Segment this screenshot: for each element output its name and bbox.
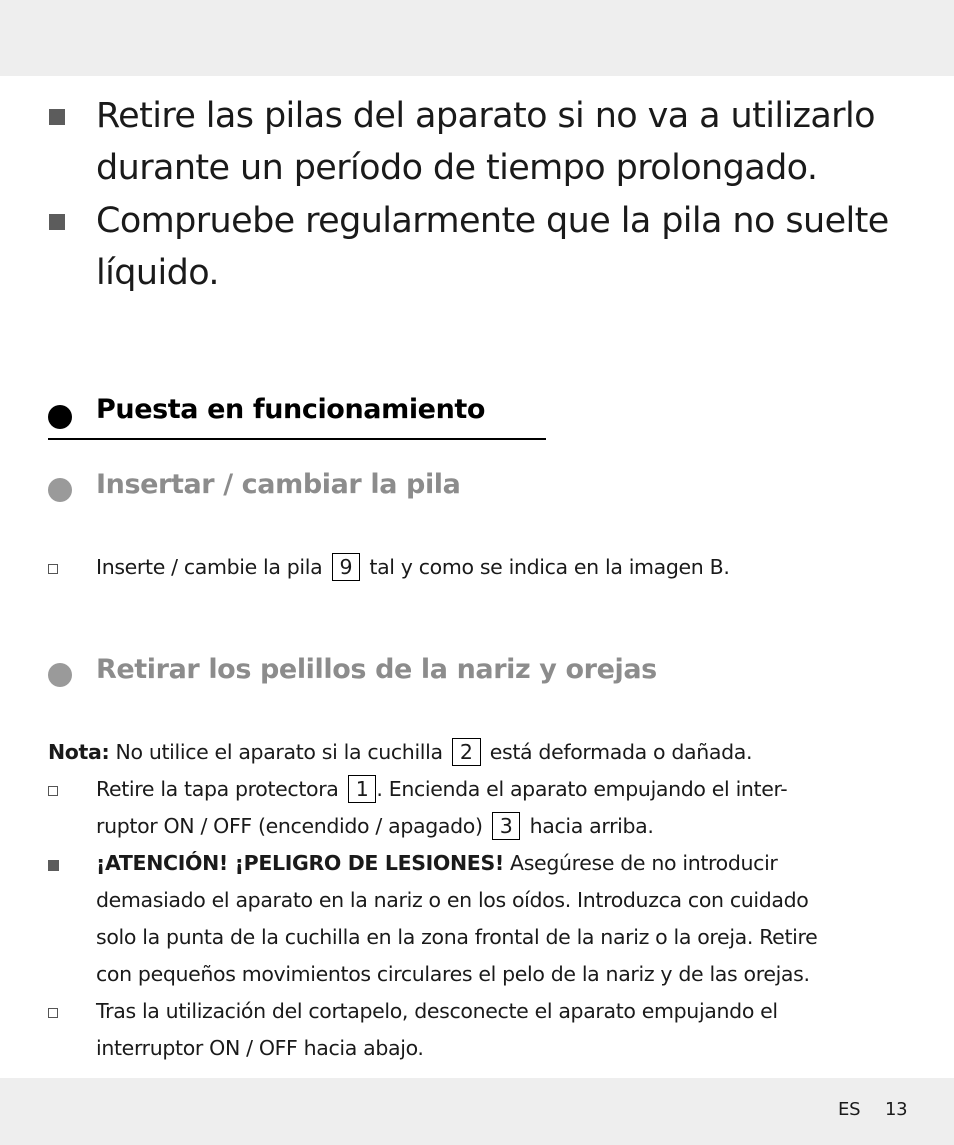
step-text: ruptor ON / OFF (encendido / apagado) <box>96 814 483 838</box>
step-checkbox-icon <box>48 786 58 796</box>
step-switch-on <box>96 808 654 845</box>
subsection-dot-icon <box>48 478 72 502</box>
bullet-square <box>49 214 65 230</box>
step-text: Retire la tapa protectora <box>96 777 339 801</box>
page-number: 13 <box>885 1099 908 1120</box>
bullet-line: durante un período de tiempo prolongado. <box>96 148 818 188</box>
step-text: Inserte / cambie la pila <box>96 555 323 579</box>
ref-number: 9 <box>332 553 361 581</box>
section-dot-icon <box>48 405 72 429</box>
warning-label: ¡ATENCIÓN! ¡PELIGRO DE LESIONES! <box>96 851 504 875</box>
warning-line: con pequeños movimientos circulares el pelo de la nariz y de las orejas. <box>96 962 810 986</box>
step-checkbox-icon <box>48 564 58 574</box>
subsection-title-hair-removal: Retirar los pelillos de la nariz y orejas <box>96 654 657 685</box>
subsection-title-battery: Insertar / cambiar la pila <box>96 469 461 500</box>
ref-number: 1 <box>348 775 377 803</box>
ref-number: 3 <box>492 812 521 840</box>
bullet-line: Retire las pilas del aparato si no va a utilizarlo <box>96 96 875 136</box>
note-line <box>48 734 752 771</box>
bullet-text-check-battery <box>96 195 916 299</box>
step-text: hacia arriba. <box>529 814 654 838</box>
bullet-line: Compruebe regularmente que la pila no suelte <box>96 201 889 241</box>
step-switch-off: Tras la utilización del cortapelo, desconecte el aparato empujando el <box>96 999 778 1023</box>
language-code: ES <box>838 1099 861 1120</box>
section-title-underline <box>48 438 546 440</box>
note-label: Nota: <box>48 740 110 764</box>
section-title: Puesta en funcionamiento <box>96 394 486 425</box>
step-text: . Encienda el aparato empujando el inter- <box>376 777 788 801</box>
warning-text: Asegúrese de no introducir <box>510 851 778 875</box>
warning-line <box>96 845 778 882</box>
subsection-dot-icon <box>48 663 72 687</box>
warning-square-icon <box>48 860 59 871</box>
step-text: tal y como se indica en la imagen B. <box>369 555 730 579</box>
step-insert-battery <box>96 549 730 586</box>
ref-number: 2 <box>452 738 481 766</box>
bullet-line: líquido. <box>96 253 219 293</box>
step-checkbox-icon <box>48 1008 58 1018</box>
footer-band <box>0 1078 954 1145</box>
bullet-text-remove-batteries <box>96 90 916 194</box>
note-text: No utilice el aparato si la cuchilla <box>115 740 443 764</box>
step-switch-off: interruptor ON / OFF hacia abajo. <box>96 1036 424 1060</box>
note-text: está deformada o dañada. <box>489 740 753 764</box>
warning-line: solo la punta de la cuchilla en la zona frontal de la nariz o la oreja. Retire <box>96 925 818 949</box>
warning-line: demasiado el aparato en la nariz o en los oídos. Introduzca con cuidado <box>96 888 809 912</box>
step-remove-cap <box>96 771 787 808</box>
bullet-square <box>49 109 65 125</box>
header-band <box>0 0 954 76</box>
